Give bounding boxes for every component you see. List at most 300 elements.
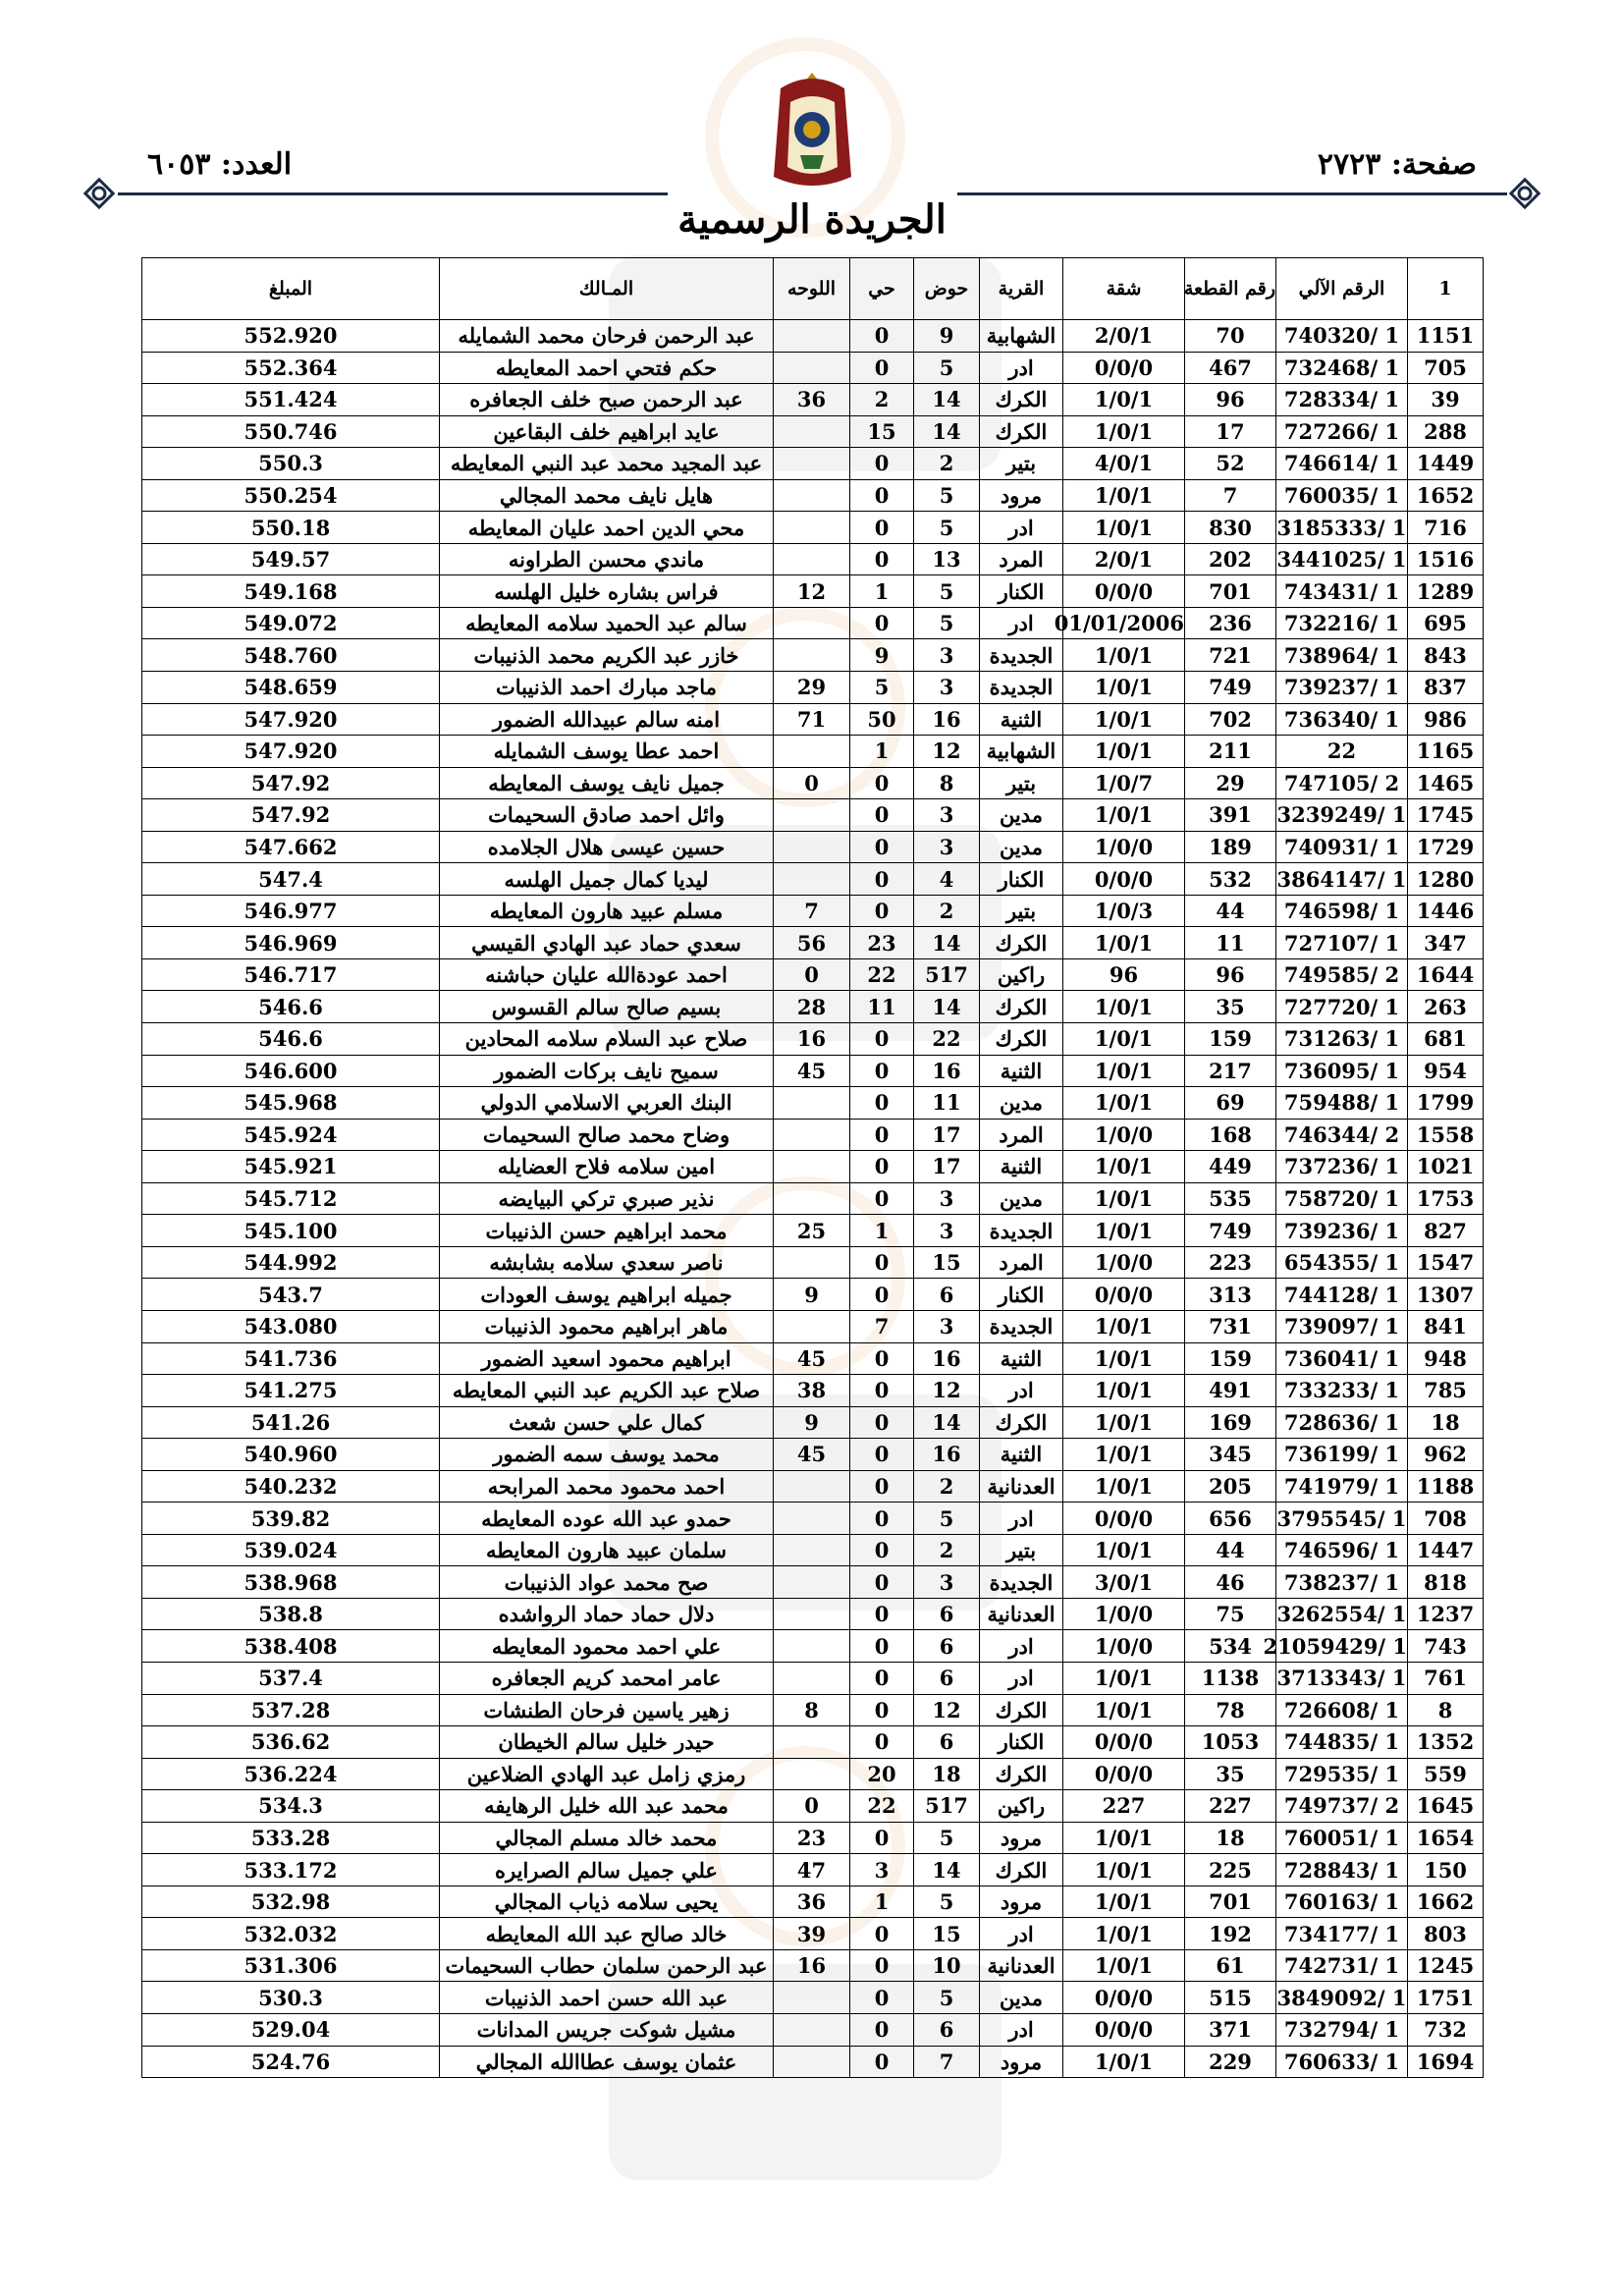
cell-plate (774, 352, 850, 384)
cell-plate: 0 (774, 958, 850, 991)
cell-amount: 537.28 (142, 1694, 440, 1726)
cell-index: 837 (1408, 672, 1484, 704)
cell-plate (774, 1534, 850, 1566)
cell-index: 1446 (1408, 895, 1484, 927)
cell-basin: 6 (914, 1630, 980, 1663)
cell-plate (774, 1758, 850, 1790)
cell-basin: 15 (914, 1246, 980, 1279)
cell-plot-number: 223 (1185, 1246, 1276, 1279)
cell-index: 1729 (1408, 831, 1484, 863)
cell-amount: 540.232 (142, 1470, 440, 1503)
table-row (142, 1790, 1484, 1823)
table-row (142, 1310, 1484, 1342)
cell-district: 0 (850, 1246, 914, 1279)
cell-plate (774, 543, 850, 575)
cell-basin: 4 (914, 863, 980, 896)
cell-plot-number: 35 (1185, 991, 1276, 1023)
cell-basin: 5 (914, 1503, 980, 1535)
table-row (142, 958, 1484, 991)
cell-auto-number: 1 /742731 (1276, 1949, 1408, 1982)
cell-basin: 5 (914, 575, 980, 608)
cell-plot-number: 44 (1185, 1534, 1276, 1566)
cell-plot-number: 18 (1185, 1822, 1276, 1854)
cell-district: 7 (850, 1310, 914, 1342)
cell-owner: كمال علي حسن شعث (440, 1406, 774, 1439)
cell-plot-number: 78 (1185, 1694, 1276, 1726)
cell-auto-number: 1 /3185333 (1276, 512, 1408, 544)
column-header-index: 1 (1408, 258, 1484, 320)
cell-plot-number: 225 (1185, 1854, 1276, 1886)
cell-amount: 547.92 (142, 767, 440, 799)
cell-index: 1307 (1408, 1279, 1484, 1311)
cell-plot-number: 236 (1185, 607, 1276, 639)
cell-plot-number: 169 (1185, 1406, 1276, 1439)
cell-village: الجديدة (980, 1566, 1063, 1599)
cell-index: 695 (1408, 607, 1484, 639)
cell-index: 1745 (1408, 799, 1484, 832)
cell-plate: 25 (774, 1215, 850, 1247)
cell-basin: 14 (914, 1854, 980, 1886)
cell-owner: عبد المجيد محمد عبد النبي المعايطه (440, 448, 774, 480)
cell-plot-number: 227 (1185, 1790, 1276, 1823)
cell-plate: 39 (774, 1918, 850, 1950)
cell-index: 39 (1408, 384, 1484, 416)
cell-basin: 5 (914, 479, 980, 512)
table-row (142, 1694, 1484, 1726)
cell-auto-number: 1 /3713343 (1276, 1662, 1408, 1694)
cell-apartment: 1/0/1 (1063, 736, 1185, 768)
cell-plate: 36 (774, 384, 850, 416)
cell-auto-number: 1 /3262554 (1276, 1598, 1408, 1630)
cell-village: الكنار (980, 863, 1063, 896)
cell-district: 0 (850, 1342, 914, 1375)
cell-apartment: 1/0/1 (1063, 1182, 1185, 1215)
column-header-amount: المبلغ (142, 258, 440, 320)
table-row (142, 1598, 1484, 1630)
cell-index: 1449 (1408, 448, 1484, 480)
cell-district: 0 (850, 1822, 914, 1854)
cell-auto-number: 1 /760633 (1276, 2046, 1408, 2078)
cell-plot-number: 749 (1185, 1215, 1276, 1247)
cell-basin: 16 (914, 1439, 980, 1471)
cell-apartment: 0/0/0 (1063, 352, 1185, 384)
cell-auto-number: 1 /740320 (1276, 320, 1408, 353)
table-row (142, 1534, 1484, 1566)
cell-owner: محمد يوسف سمه الضمور (440, 1439, 774, 1471)
table-row (142, 1119, 1484, 1151)
cell-apartment: 1/0/1 (1063, 639, 1185, 672)
cell-village: ادر (980, 352, 1063, 384)
cell-village: الكرك (980, 1758, 1063, 1790)
cell-district: 0 (850, 1982, 914, 2014)
cell-plot-number: 159 (1185, 1023, 1276, 1056)
cell-village: الجديدة (980, 672, 1063, 704)
cell-plate: 9 (774, 1406, 850, 1439)
cell-basin: 14 (914, 415, 980, 448)
cell-apartment: 0/0/0 (1063, 2013, 1185, 2046)
cell-plot-number: 96 (1185, 384, 1276, 416)
cell-owner: ماندي محسن الطراونه (440, 543, 774, 575)
table-row (142, 1758, 1484, 1790)
cell-village: الكرك (980, 1406, 1063, 1439)
cell-village: ادر (980, 1918, 1063, 1950)
cell-plot-number: 202 (1185, 543, 1276, 575)
cell-village: الجديدة (980, 1310, 1063, 1342)
cell-plot-number: 656 (1185, 1503, 1276, 1535)
cell-plate (774, 1982, 850, 2014)
cell-village: مدين (980, 799, 1063, 832)
cell-district: 0 (850, 895, 914, 927)
cell-index: 1280 (1408, 863, 1484, 896)
cell-village: راكين (980, 958, 1063, 991)
cell-index: 1694 (1408, 2046, 1484, 2078)
cell-owner: عامر امحمد كريم الجعافره (440, 1662, 774, 1694)
cell-village: ادر (980, 2013, 1063, 2046)
cell-auto-number: 1 /736340 (1276, 703, 1408, 736)
cell-index: 347 (1408, 927, 1484, 959)
cell-district: 3 (850, 1854, 914, 1886)
cell-plot-number: 515 (1185, 1982, 1276, 2014)
cell-index: 1151 (1408, 320, 1484, 353)
cell-amount: 545.921 (142, 1151, 440, 1183)
cell-district: 0 (850, 1566, 914, 1599)
cell-apartment: 1/0/1 (1063, 672, 1185, 704)
cell-village: المرد (980, 1246, 1063, 1279)
cell-plot-number: 35 (1185, 1758, 1276, 1790)
cell-plate (774, 863, 850, 896)
cell-district: 0 (850, 2046, 914, 2078)
cell-district: 1 (850, 1886, 914, 1918)
cell-amount: 550.746 (142, 415, 440, 448)
cell-plot-number: 52 (1185, 448, 1276, 480)
cell-apartment: 0/0/0 (1063, 1982, 1185, 2014)
table-row (142, 1375, 1484, 1407)
cell-auto-number: 1 /737236 (1276, 1151, 1408, 1183)
cell-owner: عبد الرحمن سلمان حطاب السحيمات (440, 1949, 774, 1982)
cell-basin: 7 (914, 2046, 980, 2078)
cell-plate: 12 (774, 575, 850, 608)
cell-village: مرود (980, 1822, 1063, 1854)
cell-basin: 6 (914, 1662, 980, 1694)
cell-basin: 3 (914, 1215, 980, 1247)
cell-village: العدنانية (980, 1470, 1063, 1503)
cell-auto-number: 2 /746344 (1276, 1119, 1408, 1151)
table-row (142, 352, 1484, 384)
cell-owner: وضاح محمد صالح السحيمات (440, 1119, 774, 1151)
cell-index: 263 (1408, 991, 1484, 1023)
cell-plot-number: 1053 (1185, 1726, 1276, 1759)
cell-basin: 16 (914, 1055, 980, 1087)
cell-district: 0 (850, 1534, 914, 1566)
cell-apartment: 1/0/1 (1063, 1918, 1185, 1950)
cell-plot-number: 229 (1185, 2046, 1276, 2078)
cell-plot-number: 69 (1185, 1087, 1276, 1120)
cell-district: 0 (850, 1087, 914, 1120)
cell-index: 818 (1408, 1566, 1484, 1599)
cell-plate: 45 (774, 1342, 850, 1375)
cell-owner: محي الدين احمد عليان المعايطه (440, 512, 774, 544)
cell-district: 0 (850, 1949, 914, 1982)
cell-auto-number: 1 /740931 (1276, 831, 1408, 863)
cell-basin: 5 (914, 1982, 980, 2014)
cell-plot-number: 159 (1185, 1342, 1276, 1375)
cell-plot-number: 1138 (1185, 1662, 1276, 1694)
cell-index: 785 (1408, 1375, 1484, 1407)
cell-amount: 541.275 (142, 1375, 440, 1407)
cell-index: 803 (1408, 1918, 1484, 1950)
cell-index: 708 (1408, 1503, 1484, 1535)
cell-auto-number: 1 /21059429 (1276, 1630, 1408, 1663)
cell-district: 0 (850, 767, 914, 799)
cell-plate (774, 1598, 850, 1630)
header-rule-right (957, 192, 1507, 195)
cell-amount: 541.26 (142, 1406, 440, 1439)
cell-index: 841 (1408, 1310, 1484, 1342)
cell-amount: 547.920 (142, 703, 440, 736)
cell-amount: 538.968 (142, 1566, 440, 1599)
cell-plate (774, 1246, 850, 1279)
cell-district: 0 (850, 831, 914, 863)
cell-village: المرد (980, 543, 1063, 575)
cell-village: ادر (980, 1503, 1063, 1535)
cell-basin: 2 (914, 1470, 980, 1503)
cell-owner: خالد صالح عبد الله المعايطه (440, 1918, 774, 1950)
cell-district: 0 (850, 512, 914, 544)
cell-apartment: 1/0/1 (1063, 1694, 1185, 1726)
cell-apartment: 1/0/1 (1063, 512, 1185, 544)
cell-apartment: 1/0/1 (1063, 1342, 1185, 1375)
cell-amount: 548.760 (142, 639, 440, 672)
cell-district: 0 (850, 543, 914, 575)
cell-basin: 3 (914, 799, 980, 832)
cell-auto-number: 1 /729535 (1276, 1758, 1408, 1790)
cell-amount: 533.172 (142, 1854, 440, 1886)
cell-index: 761 (1408, 1662, 1484, 1694)
cell-district: 22 (850, 958, 914, 991)
cell-owner: حمدو عبد الله عوده المعايطه (440, 1503, 774, 1535)
cell-index: 954 (1408, 1055, 1484, 1087)
cell-village: الكرك (980, 1023, 1063, 1056)
cell-district: 0 (850, 1023, 914, 1056)
cell-village: الجديدة (980, 1215, 1063, 1247)
cell-apartment: 1/0/1 (1063, 1470, 1185, 1503)
cell-district: 22 (850, 1790, 914, 1823)
cell-district: 0 (850, 479, 914, 512)
cell-auto-number: 1 /3239249 (1276, 799, 1408, 832)
cell-village: بتير (980, 767, 1063, 799)
cell-plot-number: 701 (1185, 575, 1276, 608)
cell-apartment: 1/0/0 (1063, 1598, 1185, 1630)
cell-auto-number: 1 /3849092 (1276, 1982, 1408, 2014)
table-row (142, 1055, 1484, 1087)
cell-village: الثنية (980, 703, 1063, 736)
cell-amount: 546.600 (142, 1055, 440, 1087)
cell-amount: 538.8 (142, 1598, 440, 1630)
cell-index: 559 (1408, 1758, 1484, 1790)
table-row (142, 1439, 1484, 1471)
table-row (142, 1470, 1484, 1503)
cell-index: 1799 (1408, 1087, 1484, 1120)
cell-plot-number: 29 (1185, 767, 1276, 799)
cell-apartment: 1/0/0 (1063, 831, 1185, 863)
cell-plot-number: 211 (1185, 736, 1276, 768)
cell-village: بتير (980, 1534, 1063, 1566)
cell-plot-number: 7 (1185, 479, 1276, 512)
cell-index: 986 (1408, 703, 1484, 736)
cell-plate (774, 1566, 850, 1599)
cell-village: الثنية (980, 1055, 1063, 1087)
cell-index: 1547 (1408, 1246, 1484, 1279)
cell-apartment: 1/0/1 (1063, 991, 1185, 1023)
cell-apartment: 1/0/1 (1063, 1055, 1185, 1087)
cell-owner: يحيى سلامه ذياب المجالي (440, 1886, 774, 1918)
cell-village: الكنار (980, 575, 1063, 608)
cell-amount: 534.3 (142, 1790, 440, 1823)
cell-apartment: 1/0/7 (1063, 767, 1185, 799)
cell-index: 1465 (1408, 767, 1484, 799)
column-header-plate: اللوحه (774, 258, 850, 320)
table-row (142, 320, 1484, 353)
cell-plate: 16 (774, 1023, 850, 1056)
cell-plate (774, 2013, 850, 2046)
table-row (142, 736, 1484, 768)
cell-village: العدنانية (980, 1949, 1063, 1982)
cell-plot-number: 731 (1185, 1310, 1276, 1342)
cell-index: 1165 (1408, 736, 1484, 768)
land-ledger-table (141, 257, 1484, 2078)
cell-auto-number: 1 /736199 (1276, 1439, 1408, 1471)
cell-plate (774, 1726, 850, 1759)
cell-plate (774, 1119, 850, 1151)
cell-plot-number: 467 (1185, 352, 1276, 384)
cell-auto-number: 1 /3864147 (1276, 863, 1408, 896)
cell-plate (774, 415, 850, 448)
cell-owner: دلال حماد حماد الرواشده (440, 1598, 774, 1630)
cell-plot-number: 535 (1185, 1182, 1276, 1215)
cell-apartment: 1/0/1 (1063, 1375, 1185, 1407)
cell-owner: علي احمد محمود المعايطه (440, 1630, 774, 1663)
cell-auto-number: 1 /743431 (1276, 575, 1408, 608)
cell-apartment: 1/0/1 (1063, 1662, 1185, 1694)
cell-owner: البنك العربي الاسلامي الدولي (440, 1087, 774, 1120)
cell-plate (774, 736, 850, 768)
cell-plot-number: 11 (1185, 927, 1276, 959)
cell-auto-number: 1 /738237 (1276, 1566, 1408, 1599)
cell-district: 0 (850, 1470, 914, 1503)
cell-amount: 532.032 (142, 1918, 440, 1950)
cell-apartment: 2/0/1 (1063, 320, 1185, 353)
cell-plot-number: 75 (1185, 1598, 1276, 1630)
cell-owner: ناصر سعدي سلامه بشابشه (440, 1246, 774, 1279)
table-row (142, 639, 1484, 672)
cell-district: 1 (850, 575, 914, 608)
cell-amount: 547.92 (142, 799, 440, 832)
cell-apartment: 1/0/1 (1063, 1151, 1185, 1183)
cell-owner: علي جميل سالم الصرايره (440, 1854, 774, 1886)
cell-index: 1645 (1408, 1790, 1484, 1823)
column-header-district: حي (850, 258, 914, 320)
cell-owner: امنه سالم عبيدالله الضمور (440, 703, 774, 736)
cell-basin: 2 (914, 1534, 980, 1566)
cell-basin: 22 (914, 1023, 980, 1056)
cell-plot-number: 46 (1185, 1566, 1276, 1599)
cell-auto-number: 22 (1276, 736, 1408, 768)
table-row (142, 1662, 1484, 1694)
cell-apartment: 0/0/0 (1063, 863, 1185, 896)
cell-district: 23 (850, 927, 914, 959)
cell-district: 2 (850, 384, 914, 416)
cell-amount: 547.4 (142, 863, 440, 896)
cell-plot-number: 70 (1185, 320, 1276, 353)
cell-owner: فراس بشاره خليل الهلسه (440, 575, 774, 608)
cell-village: الكرك (980, 384, 1063, 416)
cell-district: 0 (850, 1630, 914, 1663)
cell-plot-number: 749 (1185, 672, 1276, 704)
cell-owner: عثمان يوسف عطاالله المجالي (440, 2046, 774, 2078)
cell-owner: حكم فتحي احمد المعايطه (440, 352, 774, 384)
cell-plot-number: 491 (1185, 1375, 1276, 1407)
cell-amount: 538.408 (142, 1630, 440, 1663)
cell-apartment: 0/0/0 (1063, 1503, 1185, 1535)
cell-auto-number: 1 /727266 (1276, 415, 1408, 448)
cell-index: 716 (1408, 512, 1484, 544)
cell-plate: 45 (774, 1055, 850, 1087)
cell-basin: 11 (914, 1087, 980, 1120)
cell-district: 50 (850, 703, 914, 736)
cell-amount: 536.224 (142, 1758, 440, 1790)
column-header-plot-number: رقم القطعة (1185, 258, 1276, 320)
cell-apartment: 1/0/1 (1063, 1949, 1185, 1982)
cell-district: 0 (850, 607, 914, 639)
cell-owner: زهير ياسين فرحان الطنشات (440, 1694, 774, 1726)
cell-village: الكنار (980, 1726, 1063, 1759)
cell-plate: 71 (774, 703, 850, 736)
cell-apartment: 0/0/0 (1063, 1279, 1185, 1311)
cell-amount: 551.424 (142, 384, 440, 416)
table-header-row (142, 258, 1484, 320)
cell-auto-number: 1 /728636 (1276, 1406, 1408, 1439)
cell-village: ادر (980, 1630, 1063, 1663)
cell-index: 1652 (1408, 479, 1484, 512)
cell-plate (774, 1662, 850, 1694)
cell-auto-number: 1 /739236 (1276, 1215, 1408, 1247)
cell-basin: 12 (914, 736, 980, 768)
cell-owner: صلاح عبد السلام سلامه المحادين (440, 1023, 774, 1056)
cell-district: 0 (850, 2013, 914, 2046)
cell-basin: 3 (914, 831, 980, 863)
cell-village: الكرك (980, 991, 1063, 1023)
cell-amount: 546.977 (142, 895, 440, 927)
cell-plot-number: 534 (1185, 1630, 1276, 1663)
cell-index: 1662 (1408, 1886, 1484, 1918)
cell-index: 843 (1408, 639, 1484, 672)
cell-apartment: 1/0/1 (1063, 1822, 1185, 1854)
cell-village: الكرك (980, 415, 1063, 448)
cell-owner: خازر عبد الكريم محمد الذنيبات (440, 639, 774, 672)
cell-amount: 530.3 (142, 1982, 440, 2014)
column-header-basin: حوض (914, 258, 980, 320)
table-row (142, 575, 1484, 608)
cell-owner: محمد ابراهيم حسن الذنيبات (440, 1215, 774, 1247)
cell-plate (774, 479, 850, 512)
cell-village: مدين (980, 1087, 1063, 1120)
cell-index: 681 (1408, 1023, 1484, 1056)
page-header (0, 0, 1624, 260)
table-row (142, 767, 1484, 799)
table-row (142, 1726, 1484, 1759)
cell-basin: 3 (914, 639, 980, 672)
cell-village: مرود (980, 2046, 1063, 2078)
